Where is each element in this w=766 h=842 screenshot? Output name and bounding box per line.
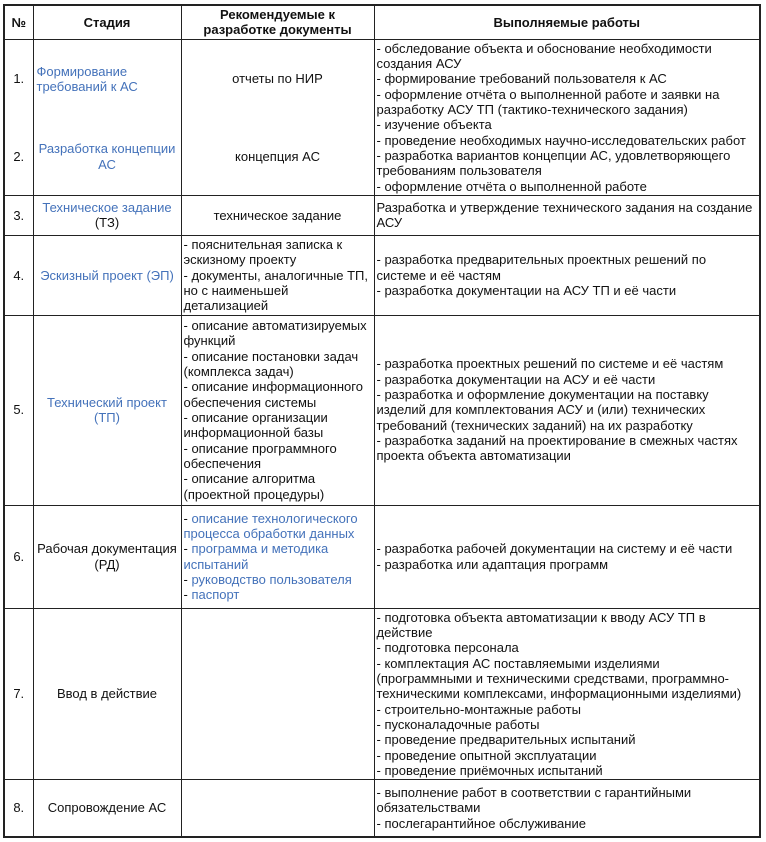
document-item xyxy=(184,587,372,602)
stage-cell xyxy=(33,39,181,118)
stage-label: (ТЗ) xyxy=(94,215,120,231)
work-item: Разработка и утверждение технического задания на создание АСУ xyxy=(376,200,753,231)
works-cell xyxy=(374,235,760,315)
dash-prefix: - xyxy=(183,348,192,364)
row-number: 1. xyxy=(13,71,25,87)
dash-prefix: - xyxy=(183,236,192,252)
work-item: - разработка рабочей документации на систему и её части xyxy=(376,541,733,557)
work-item: - разработка предварительных проектных решений по системе и её частям xyxy=(376,252,707,283)
dash-prefix: - xyxy=(183,410,192,426)
works-cell xyxy=(374,780,760,837)
document-label: концепция АС xyxy=(235,148,320,164)
work-item: - изучение объекта xyxy=(376,117,492,133)
documents-cell xyxy=(181,780,374,837)
table-row xyxy=(4,235,760,315)
stage-cell xyxy=(33,505,181,608)
row-number-cell xyxy=(4,505,33,608)
document-label: описание программного обеспечения xyxy=(183,440,337,472)
document-label: описание организации информационной базы xyxy=(183,410,328,441)
stages-table xyxy=(3,4,761,838)
row-number: 6. xyxy=(13,548,25,564)
table-row xyxy=(4,195,760,235)
document-item xyxy=(184,379,372,410)
table-row xyxy=(4,608,760,780)
document-label: отчеты по НИР xyxy=(232,71,323,87)
dash-prefix: - xyxy=(183,318,192,334)
document-link[interactable]: программа и методика испытаний xyxy=(183,541,329,572)
work-item: - послегарантийное обслуживание xyxy=(376,815,586,831)
document-label: описание автоматизируемых функций xyxy=(183,318,367,349)
work-item: - проведение опытной эксплуатации xyxy=(376,747,597,763)
document-item xyxy=(184,410,372,441)
work-item: - разработка документации на АСУ и её части xyxy=(376,371,656,387)
works-cell xyxy=(374,505,760,608)
stage-cell xyxy=(33,608,181,780)
works-cell xyxy=(374,195,760,235)
dash-prefix: - xyxy=(183,571,192,587)
column-header: № xyxy=(4,5,33,39)
stage-link[interactable]: Разработка концепции АС xyxy=(38,141,176,172)
dash-prefix: - xyxy=(183,440,192,456)
documents-cell xyxy=(181,315,374,505)
work-item: - разработка вариантов концепции АС, удовлетворяющего требованиям пользователя xyxy=(376,147,731,179)
document-link[interactable]: описание технологического процесса обработки данных xyxy=(183,510,358,541)
row-number: 2. xyxy=(13,148,25,164)
row-number-cell xyxy=(4,235,33,315)
documents-cell xyxy=(181,608,374,780)
documents-cell xyxy=(181,39,374,118)
document-link[interactable]: руководство пользователя xyxy=(191,571,352,587)
stage-cell xyxy=(33,315,181,505)
document-item xyxy=(184,318,372,349)
document-item xyxy=(184,471,372,502)
stage-cell xyxy=(33,235,181,315)
work-item: - проведение необходимых научно-исследовательских работ xyxy=(376,132,746,148)
dash-prefix: - xyxy=(183,379,192,395)
row-number-cell xyxy=(4,39,33,118)
document-item xyxy=(185,71,371,86)
work-item: - разработка проектных решений по системе и её частям xyxy=(376,356,724,372)
document-item xyxy=(184,572,372,587)
documents-cell xyxy=(181,235,374,315)
document-item xyxy=(184,441,372,472)
documents-cell xyxy=(181,118,374,195)
work-item: - строительно-монтажные работы xyxy=(376,701,581,717)
document-label: пояснительная записка к эскизному проекту xyxy=(183,236,343,268)
work-item: - подготовка персонала xyxy=(376,640,519,656)
document-item xyxy=(184,349,372,380)
stage-link[interactable]: Формирование требований к АС xyxy=(36,63,138,94)
stage-cell xyxy=(33,780,181,837)
documents-cell xyxy=(181,195,374,235)
works-cell xyxy=(374,39,760,195)
dash-prefix: - xyxy=(183,471,192,487)
document-link[interactable]: паспорт xyxy=(191,587,240,603)
column-header: Выполняемые работы xyxy=(374,5,760,39)
works-cell xyxy=(374,608,760,780)
row-number-cell xyxy=(4,118,33,195)
work-item: - оформление отчёта о выполненной работе xyxy=(376,178,647,194)
work-item: - оформление отчёта о выполненной работе и заявки на разработку АСУ ТП (тактико-технического задания) xyxy=(376,86,720,117)
works-cell xyxy=(374,315,760,505)
document-item xyxy=(185,149,371,164)
row-number-cell xyxy=(4,608,33,780)
table-row xyxy=(4,39,760,118)
documents-cell xyxy=(181,505,374,608)
stage-link[interactable]: Эскизный проект (ЭП) xyxy=(40,267,174,283)
document-label: описание постановки задач (комплекса задач) xyxy=(183,348,359,380)
row-number: 3. xyxy=(13,207,25,223)
work-item: - разработка заданий на проектирование в смежных частях проекта объекта автоматизации xyxy=(376,433,738,464)
work-item: - обследование объекта и обоснование необходимости создания АСУ xyxy=(376,40,712,71)
row-number: 5. xyxy=(13,402,25,418)
row-number-cell xyxy=(4,315,33,505)
document-item xyxy=(184,268,372,314)
column-header: Стадия xyxy=(33,5,181,39)
table-row xyxy=(4,315,760,505)
work-item: - разработка и оформление документации на поставку изделий для комплектования АСУ и (или) технических требований (технических заданий) на их разработку xyxy=(376,387,709,433)
stage-label: Рабочая документация (РД) xyxy=(37,541,177,572)
work-item: - разработка документации на АСУ ТП и её части xyxy=(376,282,677,298)
table-row xyxy=(4,505,760,608)
table-row xyxy=(4,780,760,837)
row-number: 8. xyxy=(13,800,25,816)
document-label: техническое задание xyxy=(213,207,342,223)
document-label: описание алгоритма (проектной процедуры) xyxy=(183,471,325,502)
document-item xyxy=(184,511,372,542)
work-item: - подготовка объекта автоматизации к вводу АСУ ТП в действие xyxy=(376,609,706,640)
document-label: документы, аналогичные ТП, но с наименьшей детализацией xyxy=(183,267,368,314)
stage-label: Сопровождение АС xyxy=(47,800,167,816)
work-item: - пусконаладочные работы xyxy=(376,716,540,732)
work-item: - разработка или адаптация программ xyxy=(376,556,609,572)
work-item: - выполнение работ в соответствии с гарантийными обязательствами xyxy=(376,784,692,816)
document-label: описание информационного обеспечения системы xyxy=(183,379,363,410)
row-number: 7. xyxy=(13,686,25,702)
header-row xyxy=(4,5,760,39)
stage-cell xyxy=(33,118,181,195)
document-item xyxy=(184,237,372,268)
row-number-cell xyxy=(4,195,33,235)
document-item xyxy=(185,208,371,223)
dash-prefix: - xyxy=(183,267,192,283)
work-item: - формирование требований пользователя к АС xyxy=(376,71,667,87)
stage-link[interactable]: Техническое задание xyxy=(42,200,172,216)
stage-cell xyxy=(33,195,181,235)
row-number: 4. xyxy=(13,267,25,283)
work-item: - проведение приёмочных испытаний xyxy=(376,762,603,778)
document-item xyxy=(184,541,372,572)
work-item: - проведение предварительных испытаний xyxy=(376,732,636,748)
table-body xyxy=(4,39,760,837)
dash-prefix: - xyxy=(183,587,192,603)
stage-link[interactable]: Технический проект (ТП) xyxy=(47,394,167,426)
stage-label: Ввод в действие xyxy=(56,686,158,702)
row-number-cell xyxy=(4,780,33,837)
work-item: - комплектация АС поставляемыми изделиями (программными и техническими средствами, программно-техническими комплексами, информационными изделиями) xyxy=(376,655,742,702)
column-header: Рекомендуемые к разработке документы xyxy=(181,5,374,39)
dash-prefix: - xyxy=(183,541,192,557)
dash-prefix: - xyxy=(183,510,192,526)
